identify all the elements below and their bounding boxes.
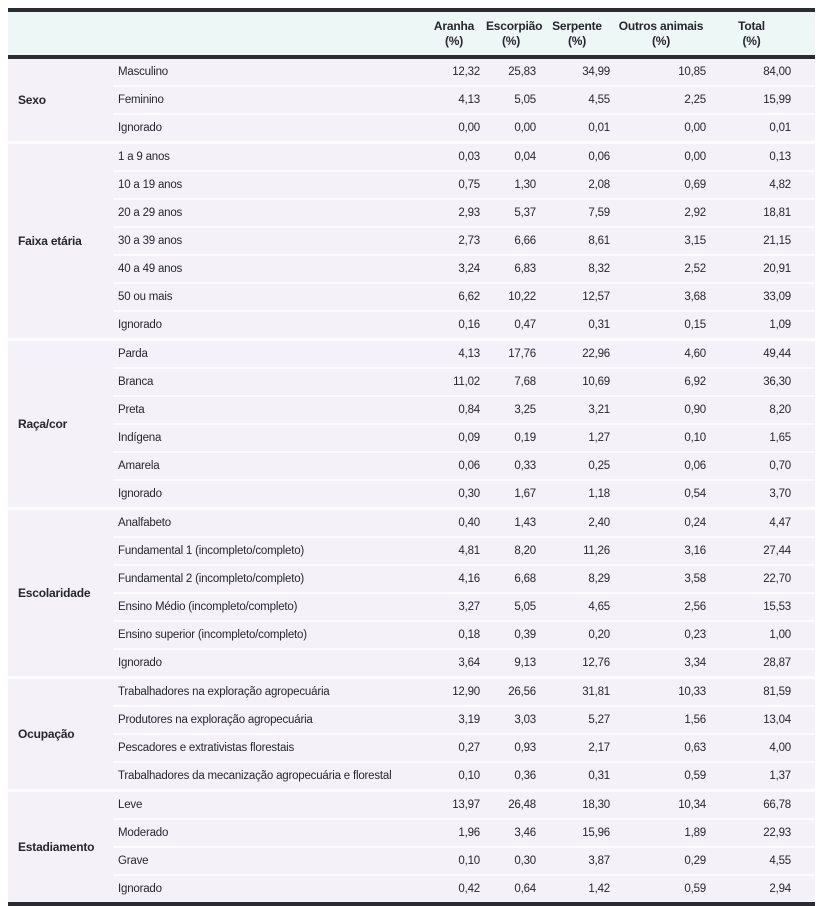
row-label-cell: Produtores na exploração agropecuária xyxy=(118,714,313,726)
value-cell: 1,89 xyxy=(684,827,706,839)
value-cell: 3,15 xyxy=(684,235,706,247)
value-cell: 0,00 xyxy=(684,151,706,163)
value-cell: 12,32 xyxy=(452,66,480,78)
value-cell: 12,57 xyxy=(582,291,610,303)
value-cell: 10,33 xyxy=(678,686,706,698)
value-cell: 3,27 xyxy=(458,601,480,613)
value-cell: 3,58 xyxy=(684,573,706,585)
table-row xyxy=(8,537,815,565)
value-cell: 4,60 xyxy=(684,348,706,360)
value-cell: 0,40 xyxy=(458,517,480,529)
value-cell: 5,37 xyxy=(514,207,536,219)
value-cell: 2,94 xyxy=(769,883,791,895)
value-cell: 10,69 xyxy=(582,376,610,388)
value-cell: 0,64 xyxy=(514,883,536,895)
value-cell: 3,19 xyxy=(458,714,480,726)
value-cell: 66,78 xyxy=(763,799,791,811)
value-cell: 2,93 xyxy=(458,207,480,219)
table-row xyxy=(8,311,815,340)
value-cell: 0,23 xyxy=(684,629,706,641)
row-label-cell: Ensino Médio (incompleto/completo) xyxy=(118,601,298,613)
value-cell: 0,69 xyxy=(684,179,706,191)
value-cell: 84,00 xyxy=(763,66,791,78)
table-row xyxy=(8,480,815,509)
row-label-cell: Analfabeto xyxy=(118,517,171,529)
table-row xyxy=(8,86,815,114)
value-cell: 0,24 xyxy=(684,517,706,529)
value-cell: 3,68 xyxy=(684,291,706,303)
value-cell: 26,56 xyxy=(508,686,536,698)
value-cell: 0,00 xyxy=(514,122,536,134)
value-cell: 6,83 xyxy=(514,263,536,275)
table-row xyxy=(8,509,815,538)
row-label-cell: 50 ou mais xyxy=(118,291,173,303)
table-row xyxy=(8,171,815,199)
value-cell: 15,96 xyxy=(582,827,610,839)
category-cell: Estadiamento xyxy=(8,791,113,905)
value-cell: 10,34 xyxy=(678,799,706,811)
value-cell: 0,01 xyxy=(769,122,791,134)
value-cell: 0,16 xyxy=(458,319,480,331)
row-label-cell: Pescadores e extrativistas florestais xyxy=(118,742,295,754)
row-label-cell: 20 a 29 anos xyxy=(118,207,183,219)
value-cell: 33,09 xyxy=(763,291,791,303)
value-cell: 0,31 xyxy=(588,319,610,331)
header-empty-category xyxy=(8,10,113,57)
value-cell: 2,25 xyxy=(684,94,706,106)
value-cell: 0,25 xyxy=(588,460,610,472)
value-cell: 6,66 xyxy=(514,235,536,247)
table-row xyxy=(8,762,815,791)
accidents-by-animal-table xyxy=(8,8,815,906)
value-cell: 0,00 xyxy=(684,122,706,134)
value-cell: 12,90 xyxy=(452,686,480,698)
value-cell: 20,91 xyxy=(763,263,791,275)
value-cell: 36,30 xyxy=(763,376,791,388)
value-cell: 0,29 xyxy=(684,855,706,867)
value-cell: 1,37 xyxy=(769,770,791,782)
value-cell: 3,34 xyxy=(684,657,706,669)
header-empty-label xyxy=(113,10,428,57)
value-cell: 0,59 xyxy=(684,883,706,895)
table-row xyxy=(8,565,815,593)
value-cell: 10,22 xyxy=(508,291,536,303)
row-label-cell: Parda xyxy=(118,348,148,360)
row-label-cell: Grave xyxy=(118,855,149,867)
value-cell: 8,20 xyxy=(769,404,791,416)
value-cell: 81,59 xyxy=(763,686,791,698)
table-row xyxy=(8,424,815,452)
value-cell: 1,96 xyxy=(458,827,480,839)
value-cell: 0,03 xyxy=(458,151,480,163)
value-cell: 4,47 xyxy=(769,517,791,529)
value-cell: 34,99 xyxy=(582,66,610,78)
value-cell: 13,04 xyxy=(763,714,791,726)
value-cell: 4,82 xyxy=(769,179,791,191)
value-cell: 22,70 xyxy=(763,573,791,585)
value-cell: 6,92 xyxy=(684,376,706,388)
value-cell: 0,90 xyxy=(684,404,706,416)
value-cell: 0,10 xyxy=(684,432,706,444)
category-cell: Raça/cor xyxy=(8,340,113,509)
row-label-cell: Ignorado xyxy=(118,883,162,895)
table-row xyxy=(8,734,815,762)
value-cell: 8,29 xyxy=(588,573,610,585)
value-cell: 0,93 xyxy=(514,742,536,754)
value-cell: 3,21 xyxy=(588,404,610,416)
value-cell: 1,65 xyxy=(769,432,791,444)
value-cell: 21,15 xyxy=(763,235,791,247)
value-cell: 0,06 xyxy=(588,151,610,163)
category-cell: Escolaridade xyxy=(8,509,113,678)
value-cell: 27,44 xyxy=(763,545,791,557)
value-cell: 2,40 xyxy=(588,517,610,529)
value-cell: 0,36 xyxy=(514,770,536,782)
row-label-cell: Ignorado xyxy=(118,319,162,331)
value-cell: 2,73 xyxy=(458,235,480,247)
value-cell: 10,85 xyxy=(678,66,706,78)
value-cell: 7,59 xyxy=(588,207,610,219)
table-body xyxy=(8,57,815,904)
value-cell: 3,24 xyxy=(458,263,480,275)
row-label-cell: Ignorado xyxy=(118,657,162,669)
value-cell: 15,53 xyxy=(763,601,791,613)
table-row xyxy=(8,340,815,369)
value-cell: 0,06 xyxy=(684,460,706,472)
value-cell: 2,92 xyxy=(684,207,706,219)
value-cell: 2,17 xyxy=(588,742,610,754)
value-cell: 17,76 xyxy=(508,348,536,360)
value-cell: 4,13 xyxy=(458,348,480,360)
value-cell: 4,55 xyxy=(769,855,791,867)
row-label-cell: Masculino xyxy=(118,66,168,78)
value-cell: 0,00 xyxy=(458,122,480,134)
value-cell: 6,68 xyxy=(514,573,536,585)
column-header-outros-animais: Outros animais (%) xyxy=(618,19,704,48)
value-cell: 18,30 xyxy=(582,799,610,811)
value-cell: 13,97 xyxy=(452,799,480,811)
row-label-cell: Feminino xyxy=(118,94,164,106)
row-label-cell: 40 a 49 anos xyxy=(118,263,183,275)
value-cell: 0,59 xyxy=(684,770,706,782)
table-row xyxy=(8,199,815,227)
value-cell: 4,16 xyxy=(458,573,480,585)
row-label-cell: Leve xyxy=(118,799,143,811)
value-cell: 12,76 xyxy=(582,657,610,669)
table-row xyxy=(8,621,815,649)
value-cell: 2,08 xyxy=(588,179,610,191)
value-cell: 3,16 xyxy=(684,545,706,557)
row-label-cell: Indígena xyxy=(118,432,162,444)
row-label-cell: Fundamental 1 (incompleto/completo) xyxy=(118,545,305,557)
value-cell: 1,42 xyxy=(588,883,610,895)
value-cell: 0,84 xyxy=(458,404,480,416)
value-cell: 3,46 xyxy=(514,827,536,839)
table-row xyxy=(8,368,815,396)
table-row xyxy=(8,227,815,255)
category-cell: Ocupação xyxy=(8,678,113,791)
value-cell: 11,26 xyxy=(583,545,610,557)
value-cell: 0,20 xyxy=(588,629,610,641)
column-header-aranha: Aranha (%) xyxy=(433,19,475,48)
value-cell: 0,13 xyxy=(769,151,791,163)
table-header xyxy=(8,10,815,57)
value-cell: 0,63 xyxy=(684,742,706,754)
table-row xyxy=(8,452,815,480)
value-cell: 1,00 xyxy=(769,629,791,641)
table-row xyxy=(8,706,815,734)
value-cell: 8,32 xyxy=(588,263,610,275)
value-cell: 3,03 xyxy=(514,714,536,726)
value-cell: 31,81 xyxy=(582,686,610,698)
value-cell: 3,70 xyxy=(769,488,791,500)
value-cell: 3,64 xyxy=(458,657,480,669)
table-row xyxy=(8,819,815,847)
value-cell: 18,81 xyxy=(763,207,791,219)
table-row xyxy=(8,847,815,875)
value-cell: 1,09 xyxy=(769,319,791,331)
value-cell: 8,61 xyxy=(588,235,610,247)
value-cell: 0,01 xyxy=(588,122,610,134)
value-cell: 5,05 xyxy=(514,94,536,106)
value-cell: 7,68 xyxy=(514,376,536,388)
row-label-cell: Ignorado xyxy=(118,122,162,134)
table-row xyxy=(8,875,815,904)
value-cell: 0,06 xyxy=(458,460,480,472)
table-row xyxy=(8,255,815,283)
value-cell: 2,56 xyxy=(684,601,706,613)
value-cell: 1,30 xyxy=(514,179,536,191)
value-cell: 0,30 xyxy=(514,855,536,867)
value-cell: 5,27 xyxy=(588,714,610,726)
value-cell: 0,33 xyxy=(514,460,536,472)
value-cell: 3,87 xyxy=(588,855,610,867)
table-row xyxy=(8,593,815,621)
value-cell: 0,19 xyxy=(514,432,536,444)
value-cell: 0,31 xyxy=(588,770,610,782)
value-cell: 8,20 xyxy=(514,545,536,557)
value-cell: 0,10 xyxy=(458,770,480,782)
value-cell: 9,13 xyxy=(514,657,536,669)
category-cell: Sexo xyxy=(8,57,113,143)
value-cell: 0,54 xyxy=(684,488,706,500)
value-cell: 4,00 xyxy=(769,742,791,754)
table-row xyxy=(8,396,815,424)
table-row xyxy=(8,649,815,678)
value-cell: 0,42 xyxy=(458,883,480,895)
table-row xyxy=(8,114,815,143)
row-label-cell: Ensino superior (incompleto/completo) xyxy=(118,629,307,641)
row-label-cell: Trabalhadores na exploração agropecuária xyxy=(118,686,330,698)
value-cell: 0,09 xyxy=(458,432,480,444)
value-cell: 4,65 xyxy=(588,601,610,613)
value-cell: 0,30 xyxy=(458,488,480,500)
row-label-cell: 30 a 39 anos xyxy=(118,235,183,247)
value-cell: 0,18 xyxy=(458,629,480,641)
value-cell: 3,25 xyxy=(514,404,536,416)
table-row xyxy=(8,791,815,820)
value-cell: 0,27 xyxy=(458,742,480,754)
table-row xyxy=(8,678,815,707)
value-cell: 4,81 xyxy=(458,545,480,557)
column-header-serpente: Serpente (%) xyxy=(552,19,602,48)
value-cell: 22,93 xyxy=(763,827,791,839)
value-cell: 1,43 xyxy=(514,517,536,529)
row-label-cell: Fundamental 2 (incompleto/completo) xyxy=(118,573,305,585)
value-cell: 4,55 xyxy=(588,94,610,106)
row-label-cell: Preta xyxy=(118,404,145,416)
value-cell: 22,96 xyxy=(582,348,610,360)
value-cell: 0,70 xyxy=(769,460,791,472)
row-label-cell: Amarela xyxy=(118,460,160,472)
row-label-cell: Ignorado xyxy=(118,488,162,500)
value-cell: 2,52 xyxy=(684,263,706,275)
value-cell: 15,99 xyxy=(763,94,791,106)
value-cell: 1,67 xyxy=(514,488,536,500)
row-label-cell: Moderado xyxy=(118,827,169,839)
table-row xyxy=(8,143,815,172)
table-row xyxy=(8,57,815,86)
value-cell: 0,10 xyxy=(458,855,480,867)
row-label-cell: Trabalhadores da mecanização agropecuária e florestal xyxy=(118,770,392,782)
value-cell: 28,87 xyxy=(763,657,791,669)
value-cell: 0,75 xyxy=(458,179,480,191)
column-header-escorpiao: Escorpião (%) xyxy=(486,19,543,48)
value-cell: 0,47 xyxy=(514,319,536,331)
column-header-total: Total (%) xyxy=(738,19,765,48)
row-label-cell: Branca xyxy=(118,376,154,388)
value-cell: 1,18 xyxy=(588,488,610,500)
value-cell: 0,15 xyxy=(684,319,706,331)
table-row xyxy=(8,283,815,311)
value-cell: 6,62 xyxy=(458,291,480,303)
value-cell: 26,48 xyxy=(508,799,536,811)
value-cell: 1,27 xyxy=(588,432,610,444)
row-label-cell: 1 a 9 anos xyxy=(118,151,170,163)
value-cell: 4,13 xyxy=(458,94,480,106)
value-cell: 0,04 xyxy=(514,151,536,163)
header-row xyxy=(8,10,815,57)
value-cell: 0,39 xyxy=(514,629,536,641)
value-cell: 49,44 xyxy=(763,348,791,360)
value-cell: 1,56 xyxy=(684,714,706,726)
value-cell: 11,02 xyxy=(453,376,480,388)
value-cell: 25,83 xyxy=(508,66,536,78)
row-label-cell: 10 a 19 anos xyxy=(118,179,183,191)
value-cell: 5,05 xyxy=(514,601,536,613)
category-cell: Faixa etária xyxy=(8,143,113,340)
